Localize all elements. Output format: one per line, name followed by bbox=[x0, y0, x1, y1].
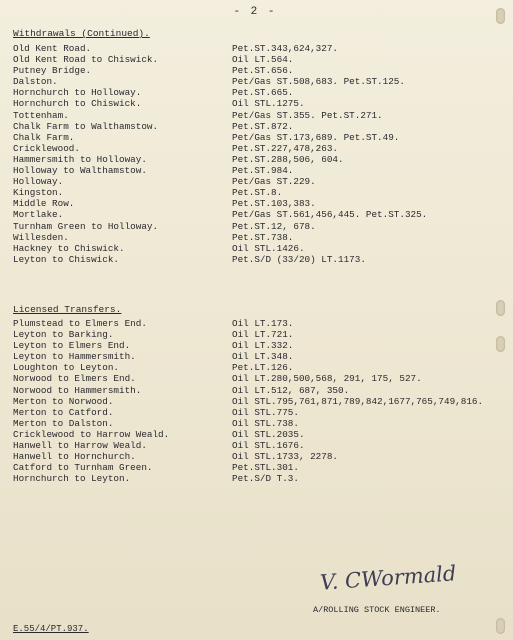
route-name: Hornchurch to Leyton. bbox=[13, 473, 131, 485]
route-name: Mortlake. bbox=[13, 209, 64, 221]
document-reference: E.55/4/PT.937. bbox=[13, 624, 89, 634]
withdrawals-list bbox=[0, 43, 513, 265]
vehicle-list: Oil STL.1275. bbox=[232, 98, 305, 110]
table-row bbox=[0, 351, 513, 362]
vehicle-list: Oil STL.2035. bbox=[232, 428, 305, 440]
route-name: Leyton to Elmers End. bbox=[13, 340, 131, 352]
route-name: Old Kent Road to Chiswick. bbox=[13, 54, 159, 66]
route-name: Turnham Green to Holloway. bbox=[13, 220, 159, 232]
table-row bbox=[0, 373, 513, 384]
table-row bbox=[0, 451, 513, 462]
vehicle-list: Pet.STL.301. bbox=[232, 462, 299, 474]
vehicle-list: Pet/Gas ST.229. bbox=[232, 176, 316, 188]
route-name: Leyton to Hammersmith. bbox=[13, 351, 136, 363]
vehicle-list: Pet.S/D (33/20) LT.1173. bbox=[232, 253, 366, 265]
withdrawals-heading: Withdrawals (Continued). bbox=[13, 28, 150, 39]
table-row bbox=[0, 76, 513, 87]
vehicle-list: Pet.ST.872. bbox=[232, 120, 294, 132]
vehicle-list: Pet.S/D T.3. bbox=[232, 473, 299, 485]
table-row bbox=[0, 65, 513, 76]
table-row bbox=[0, 407, 513, 418]
route-name: Merton to Catford. bbox=[13, 406, 114, 418]
table-row bbox=[0, 243, 513, 254]
route-name: Hanwell to Hornchurch. bbox=[13, 451, 136, 463]
route-name: Loughton to Leyton. bbox=[13, 362, 120, 374]
vehicle-list: Oil LT.512, 687, 350. bbox=[232, 384, 350, 396]
table-row bbox=[0, 318, 513, 329]
signatory-title: A/ROLLING STOCK ENGINEER. bbox=[313, 605, 441, 615]
route-name: Hornchurch to Holloway. bbox=[13, 87, 142, 99]
licensed-transfers-heading: Licensed Transfers. bbox=[13, 304, 122, 315]
route-name: Middle Row. bbox=[13, 198, 75, 210]
table-row bbox=[0, 143, 513, 154]
route-name: Norwood to Hammersmith. bbox=[13, 384, 142, 396]
table-row bbox=[0, 440, 513, 451]
route-name: Plumstead to Elmers End. bbox=[13, 318, 147, 329]
table-row bbox=[0, 110, 513, 121]
table-row bbox=[0, 385, 513, 396]
vehicle-list: Pet.ST.665. bbox=[232, 87, 294, 99]
route-name: Hanwell to Harrow Weald. bbox=[13, 440, 147, 452]
table-row bbox=[0, 462, 513, 473]
vehicle-list: Pet.ST.8. bbox=[232, 187, 283, 199]
handwritten-signature: V. CWormald bbox=[319, 561, 458, 595]
route-name: Hackney to Chiswick. bbox=[13, 242, 125, 254]
route-name: Chalk Farm to Walthamstow. bbox=[13, 120, 159, 132]
table-row bbox=[0, 176, 513, 187]
table-row bbox=[0, 221, 513, 232]
table-row bbox=[0, 362, 513, 373]
table-row bbox=[0, 154, 513, 165]
route-name: Leyton to Barking. bbox=[13, 329, 114, 341]
vehicle-list: Oil LT.280,500,568, 291, 175, 527. bbox=[232, 373, 422, 385]
vehicle-list: Pet/Gas ST.355. Pet.ST.271. bbox=[232, 109, 383, 121]
vehicle-list: Oil LT.721. bbox=[232, 329, 294, 341]
route-name: Willesden. bbox=[13, 231, 69, 243]
table-row bbox=[0, 87, 513, 98]
vehicle-list: Oil STL.1733, 2278. bbox=[232, 451, 339, 463]
route-name: Chalk Farm. bbox=[13, 131, 75, 143]
vehicle-list: Pet/Gas ST.173,689. Pet.ST.49. bbox=[232, 131, 400, 143]
vehicle-list: Pet.ST.288,506, 604. bbox=[232, 153, 344, 165]
route-name: Old Kent Road. bbox=[13, 43, 92, 54]
route-name: Kingston. bbox=[13, 187, 64, 199]
table-row bbox=[0, 232, 513, 243]
table-row bbox=[0, 429, 513, 440]
punch-hole bbox=[496, 8, 505, 24]
route-name: Cricklewood. bbox=[13, 142, 80, 154]
route-name: Holloway. bbox=[13, 176, 64, 188]
vehicle-list: Oil LT.332. bbox=[232, 340, 294, 352]
route-name: Catford to Turnham Green. bbox=[13, 462, 153, 474]
route-name: Norwood to Elmers End. bbox=[13, 373, 136, 385]
table-row bbox=[0, 396, 513, 407]
table-row bbox=[0, 340, 513, 351]
vehicle-list: Pet.ST.227,478,263. bbox=[232, 142, 339, 154]
vehicle-list: Oil STL.738. bbox=[232, 417, 299, 429]
table-row bbox=[0, 254, 513, 265]
vehicle-list: Oil LT.348. bbox=[232, 351, 294, 363]
route-name: Leyton to Chiswick. bbox=[13, 253, 120, 265]
table-row bbox=[0, 54, 513, 65]
vehicle-list: Pet.ST.103,383. bbox=[232, 198, 316, 210]
vehicle-list: Oil STL.1676. bbox=[232, 440, 305, 452]
vehicle-list: Pet.ST.12, 678. bbox=[232, 220, 316, 232]
licensed-transfers-list bbox=[0, 318, 513, 484]
route-name: Merton to Norwood. bbox=[13, 395, 114, 407]
table-row bbox=[0, 329, 513, 340]
vehicle-list: Pet.ST.343,624,327. bbox=[232, 43, 339, 54]
vehicle-list: Oil STL.1426. bbox=[232, 242, 305, 254]
table-row bbox=[0, 209, 513, 220]
vehicle-list: Oil STL.775. bbox=[232, 406, 299, 418]
table-row bbox=[0, 165, 513, 176]
table-row bbox=[0, 198, 513, 209]
vehicle-list: Pet.ST.656. bbox=[232, 65, 294, 77]
route-name: Holloway to Walthamstow. bbox=[13, 165, 147, 177]
route-name: Hornchurch to Chiswick. bbox=[13, 98, 142, 110]
vehicle-list: Oil LT.564. bbox=[232, 54, 294, 66]
vehicle-list: Pet.ST.738. bbox=[232, 231, 294, 243]
route-name: Merton to Dalston. bbox=[13, 417, 114, 429]
vehicle-list: Pet.LT.126. bbox=[232, 362, 294, 374]
vehicle-list: Pet.ST.984. bbox=[232, 165, 294, 177]
table-row bbox=[0, 98, 513, 109]
route-name: Dalston. bbox=[13, 76, 58, 88]
vehicle-list: Pet/Gas ST.561,456,445. Pet.ST.325. bbox=[232, 209, 428, 221]
punch-hole bbox=[496, 618, 505, 634]
table-row bbox=[0, 121, 513, 132]
route-name: Cricklewood to Harrow Weald. bbox=[13, 428, 170, 440]
vehicle-list: Pet/Gas ST.508,683. Pet.ST.125. bbox=[232, 76, 405, 88]
table-row bbox=[0, 43, 513, 54]
punch-hole bbox=[496, 300, 505, 316]
table-row bbox=[0, 473, 513, 484]
table-row bbox=[0, 187, 513, 198]
table-row bbox=[0, 418, 513, 429]
table-row bbox=[0, 132, 513, 143]
page-number: - 2 - bbox=[233, 6, 277, 18]
vehicle-list: Oil STL.795,761,871,789,842,1677,765,749,816. bbox=[232, 395, 484, 407]
route-name: Tottenham. bbox=[13, 109, 69, 121]
route-name: Hammersmith to Holloway. bbox=[13, 153, 147, 165]
route-name: Putney Bridge. bbox=[13, 65, 92, 77]
vehicle-list: Oil LT.173. bbox=[232, 318, 294, 329]
